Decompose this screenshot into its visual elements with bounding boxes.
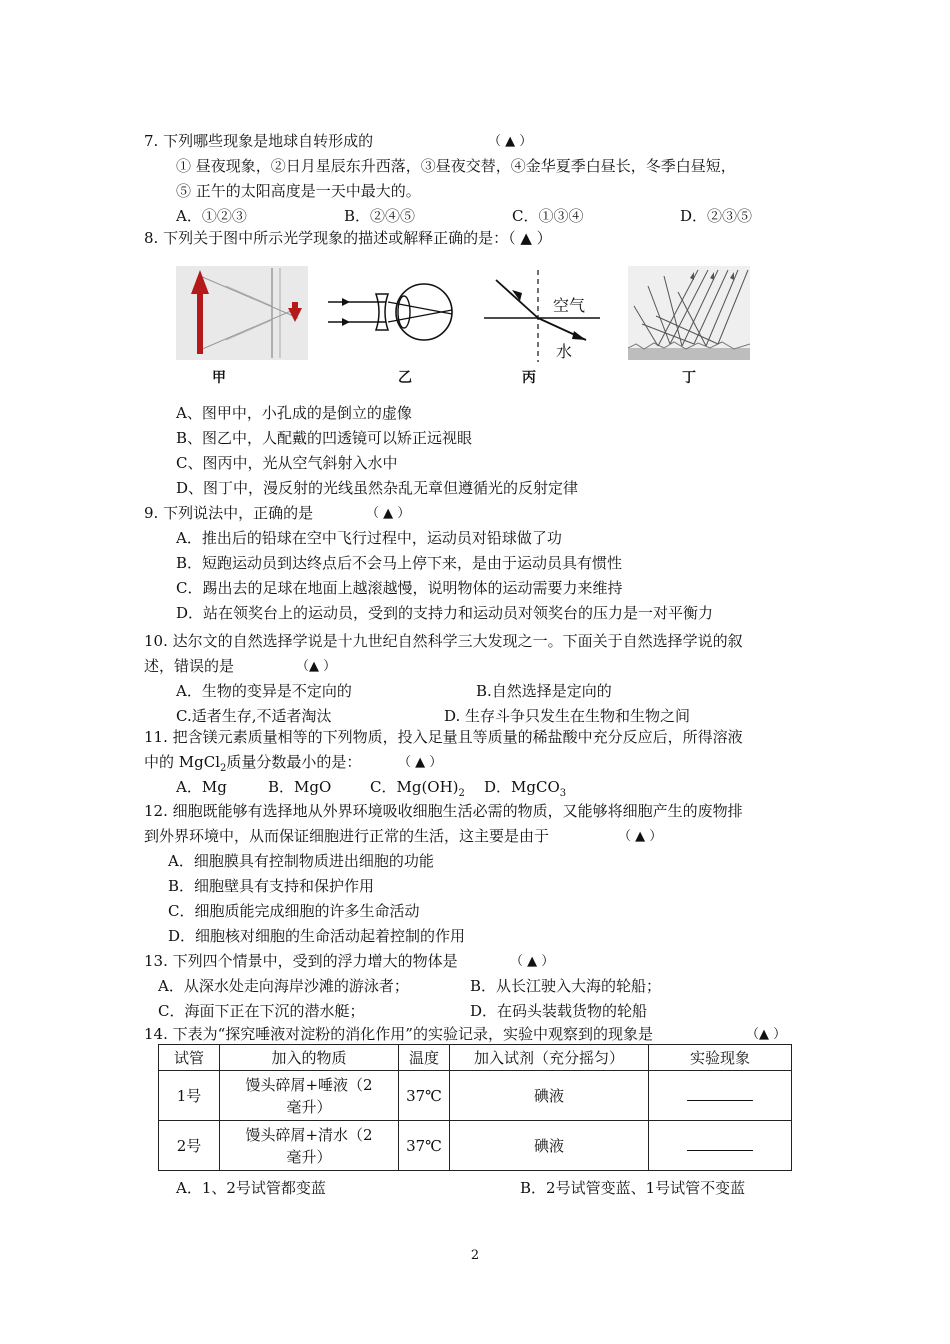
table-header-cell: 温度 xyxy=(399,1045,450,1071)
q12-option-a: A．细胞膜具有控制物质进出细胞的功能 xyxy=(168,852,434,870)
figure-caption-bing: 丙 xyxy=(522,370,536,386)
q13-stem: 13. 下列四个情景中，受到的浮力增大的物体是 xyxy=(144,952,458,970)
eye-lens-figure xyxy=(326,272,458,352)
q7-answer-mark: （ ▲ ） xyxy=(488,134,533,149)
q9-option-a: A．推出后的铅球在空中飞行过程中，运动员对铅球做了功 xyxy=(176,529,562,547)
q9-option-d: D．站在领奖台上的运动员，受到的支持力和运动员对领奖台的压力是一对平衡力 xyxy=(176,604,714,622)
q12-option-d: D．细胞核对细胞的生命活动起着控制的作用 xyxy=(168,927,466,945)
q12-line1: 12. 细胞既能够有选择地从外界环境吸收细胞生活必需的物质，又能够将细胞产生的废物排 xyxy=(144,802,743,820)
q8-stem: 8. 下列关于图中所示光学现象的描述或解释正确的是：（ ▲ ） xyxy=(144,229,552,247)
tube-cell: 1号 xyxy=(159,1071,220,1121)
table-row xyxy=(159,1071,792,1121)
q7-line1: ① 昼夜现象，②日月星辰东升西落，③昼夜交替，④金华夏季白昼长，冬季白昼短， xyxy=(176,157,736,175)
q10-option-a: A．生物的变异是不定向的 xyxy=(176,682,352,700)
experiment-table xyxy=(158,1044,792,1171)
table-row xyxy=(159,1121,792,1171)
water-label: 水 xyxy=(556,342,573,361)
temperature-cell: 37℃ xyxy=(399,1121,450,1171)
q9-answer-mark: （ ▲ ） xyxy=(366,506,411,521)
q10-line1: 10. 达尔文的自然选择学说是十九世纪自然科学三大发现之一。下面关于自然选择学说的叙 xyxy=(144,632,743,650)
figure-caption-yi: 乙 xyxy=(398,370,412,386)
air-label: 空气 xyxy=(553,296,586,315)
q8-option-d: D、图丁中，漫反射的光线虽然杂乱无章但遵循光的反射定律 xyxy=(176,479,579,497)
q11-line2: 中的 MgCl$_2$质量分数最小的是： xyxy=(144,753,362,774)
page-number: 2 xyxy=(470,1248,480,1263)
q13-answer-mark: （ ▲ ） xyxy=(510,954,555,969)
q14-answer-mark: （▲ ） xyxy=(746,1027,787,1042)
q7-line2: ⑤ 正午的太阳高度是一天中最大的。 xyxy=(176,182,421,200)
table-header-cell: 加入的物质 xyxy=(220,1045,399,1071)
table-header-cell: 加入试剂（充分摇匀） xyxy=(450,1045,649,1071)
observation-blank xyxy=(649,1121,792,1171)
temperature-cell: 37℃ xyxy=(399,1071,450,1121)
q8-option-c: C、图丙中，光从空气斜射入水中 xyxy=(176,454,398,472)
substance-cell: 馒头碎屑+唾液（2毫升） xyxy=(220,1071,399,1121)
q11-option-b: B．MgO xyxy=(268,778,332,796)
q7-option-b: B．②④⑤ xyxy=(344,207,416,225)
q12-answer-mark: （ ▲ ） xyxy=(618,829,663,844)
q11-line1: 11. 把含镁元素质量相等的下列物质，投入足量且等质量的稀盐酸中充分反应后，所得溶液 xyxy=(144,728,743,746)
diffuse-reflection-figure xyxy=(628,266,750,360)
q10-option-c: C.适者生存,不适者淘汰 xyxy=(176,707,332,725)
q9-option-b: B．短跑运动员到达终点后不会马上停下来，是由于运动员具有惯性 xyxy=(176,554,623,572)
q9-stem: 9. 下列说法中，正确的是 xyxy=(144,504,314,522)
q11-option-c: C．$Mg(OH)_2$ xyxy=(370,778,465,799)
q10-answer-mark: （▲ ） xyxy=(296,659,337,674)
q13-option-c: C．海面下正在下沉的潜水艇； xyxy=(158,1002,365,1020)
q12-line2: 到外界环境中，从而保证细胞进行正常的生活，这主要是由于 xyxy=(144,827,550,845)
q12-option-b: B．细胞壁具有支持和保护作用 xyxy=(168,877,375,895)
q9-option-c: C．踢出去的足球在地面上越滚越慢，说明物体的运动需要力来维持 xyxy=(176,579,623,597)
table-header-cell: 实验现象 xyxy=(649,1045,792,1071)
table-header-row xyxy=(159,1045,792,1071)
q11-answer-mark: （ ▲ ） xyxy=(398,755,443,770)
q10-option-d: D. 生存斗争只发生在生物和生物之间 xyxy=(444,707,691,725)
q10-option-b: B.自然选择是定向的 xyxy=(476,682,612,700)
q10-line2: 述，错误的是 xyxy=(144,657,235,675)
substance-cell: 馒头碎屑+清水（2毫升） xyxy=(220,1121,399,1171)
q7-option-d: D．②③⑤ xyxy=(680,207,753,225)
observation-blank xyxy=(649,1071,792,1121)
q13-option-a: A．从深水处走向海岸沙滩的游泳者； xyxy=(158,977,409,995)
figure-caption-ding: 丁 xyxy=(682,370,696,386)
q8-option-b: B、图乙中，人配戴的凹透镜可以矫正远视眼 xyxy=(176,429,473,447)
q12-option-c: C．细胞质能完成细胞的许多生命活动 xyxy=(168,902,420,920)
q8-option-a: A、图甲中，小孔成的是倒立的虚像 xyxy=(176,404,412,422)
q14-stem: 14. 下表为“探究唾液对淀粉的消化作用”的实验记录，实验中观察到的现象是 xyxy=(144,1025,653,1043)
reagent-cell: 碘液 xyxy=(450,1121,649,1171)
q14-option-a: A．1、2号试管都变蓝 xyxy=(176,1179,326,1197)
q7-option-a: A．①②③ xyxy=(176,207,247,225)
table-header-cell: 试管 xyxy=(159,1045,220,1071)
figure-caption-jia: 甲 xyxy=(212,370,226,386)
tube-cell: 2号 xyxy=(159,1121,220,1171)
q13-option-b: B．从长江驶入大海的轮船； xyxy=(470,977,662,995)
q13-option-d: D．在码头装载货物的轮船 xyxy=(470,1002,648,1020)
q7-stem: 7. 下列哪些现象是地球自转形成的 xyxy=(144,132,374,150)
q11-option-d: D．MgCO$_3$ xyxy=(484,778,567,799)
q7-option-c: C．①③④ xyxy=(512,207,584,225)
q11-option-a: A．Mg xyxy=(176,778,227,796)
pinhole-figure xyxy=(176,266,308,360)
reagent-cell: 碘液 xyxy=(450,1071,649,1121)
q14-option-b: B．2号试管变蓝、1号试管不变蓝 xyxy=(520,1179,746,1197)
